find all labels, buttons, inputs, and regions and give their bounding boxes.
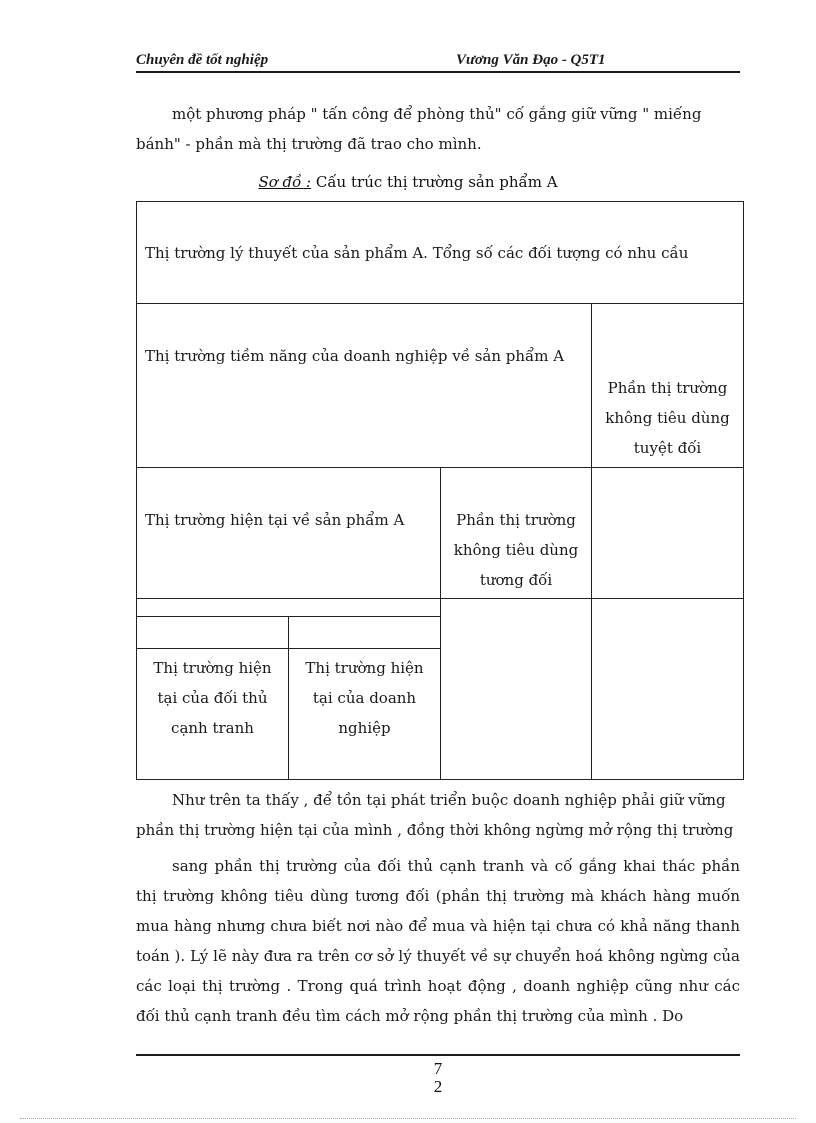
intro-line-2: bánh" - phần mà thị trường đã trao cho mình. — [136, 135, 482, 153]
body-paragraph-2: sang phần thị trường của đối thủ cạnh tranh và cố gắng khai thác phần thị trường không tiêu dùng tương đối (phần thị trường mà khách hàng muốn mua hàng nhưng chưa biết nơi nào để mua và hiện tại chưa có khả năng thanh toán ). Lý lẽ này đưa ra trên cơ sở lý thuyết về sự chuyển hoá không ngừng của các loại thị trường . Trong quá trình hoạt động , doanh nghiệp cũng như các đối thủ cạnh tranh đều tìm cách mở rộng phần thị trường của mình . Do — [136, 857, 740, 1025]
intro-line-1: một phương pháp " tấn công để phòng thủ" cố gắng giữ vững " miếng — [172, 105, 702, 123]
box-competitor-top — [136, 616, 289, 649]
absolute-non-consumption-label — [591, 373, 744, 463]
current-market-label: Thị trường hiện tại về sản phẩm A — [145, 511, 405, 529]
box-empty-right — [591, 467, 744, 599]
company-line-2: tại của doanh — [312, 689, 417, 707]
box-potential-market — [136, 303, 592, 468]
header-left-title: Chuyên đề tốt nghiệp — [136, 52, 269, 68]
box-split-top-strip — [136, 598, 441, 617]
page-number-top: 7 — [433, 1059, 443, 1078]
caption-label: Sơ đồ : — [258, 173, 312, 191]
competitor-line-3: cạnh tranh — [171, 719, 254, 737]
page-number-bottom: 2 — [433, 1077, 443, 1096]
potential-market-label: Thị trường tiềm năng của doanh nghiệp về sản phẩm A — [145, 347, 565, 365]
absolute-line-3: tuyệt đối — [633, 439, 702, 457]
footer-rule — [136, 1054, 740, 1056]
diagram-caption — [0, 171, 816, 193]
relative-line-3: tương đối — [479, 571, 553, 589]
page-header — [136, 52, 740, 72]
company-market-label — [288, 653, 441, 743]
page-number — [0, 1060, 816, 1096]
theoretical-market-label: Thị trường lý thuyết của sản phẩm A. Tổng số các đối tượng có nhu cầu — [145, 244, 689, 262]
absolute-line-1: Phần thị trường — [607, 379, 728, 397]
header-author: Vương Văn Đạo - Q5T1 — [456, 52, 606, 68]
box-relative-extension — [440, 598, 592, 780]
relative-non-consumption-label — [440, 505, 592, 595]
body-p1-line-1: Như trên ta thấy , để tồn tại phát triển buộc doanh nghiệp phải giữ vững — [172, 791, 726, 809]
relative-line-2: không tiêu dùng — [453, 541, 579, 559]
relative-line-1: Phần thị trường — [456, 511, 576, 529]
company-line-1: Thị trường hiện — [305, 659, 424, 677]
caption-text: Cấu trúc thị trường sản phẩm A — [311, 173, 558, 191]
box-company-top — [288, 616, 441, 649]
box-absolute-extension — [591, 598, 744, 780]
competitor-line-2: tại của đối thủ — [157, 689, 268, 707]
absolute-line-2: không tiêu dùng — [605, 409, 730, 427]
company-line-3: nghiệp — [338, 719, 391, 737]
competitor-market-label — [136, 653, 289, 743]
body-p1-line-2: phần thị trường hiện tại của mình , đồng thời không ngừng mở rộng thị trường — [136, 821, 734, 839]
header-rule — [136, 71, 740, 73]
competitor-line-1: Thị trường hiện — [153, 659, 272, 677]
page-bottom-dotted-edge — [20, 1118, 796, 1119]
